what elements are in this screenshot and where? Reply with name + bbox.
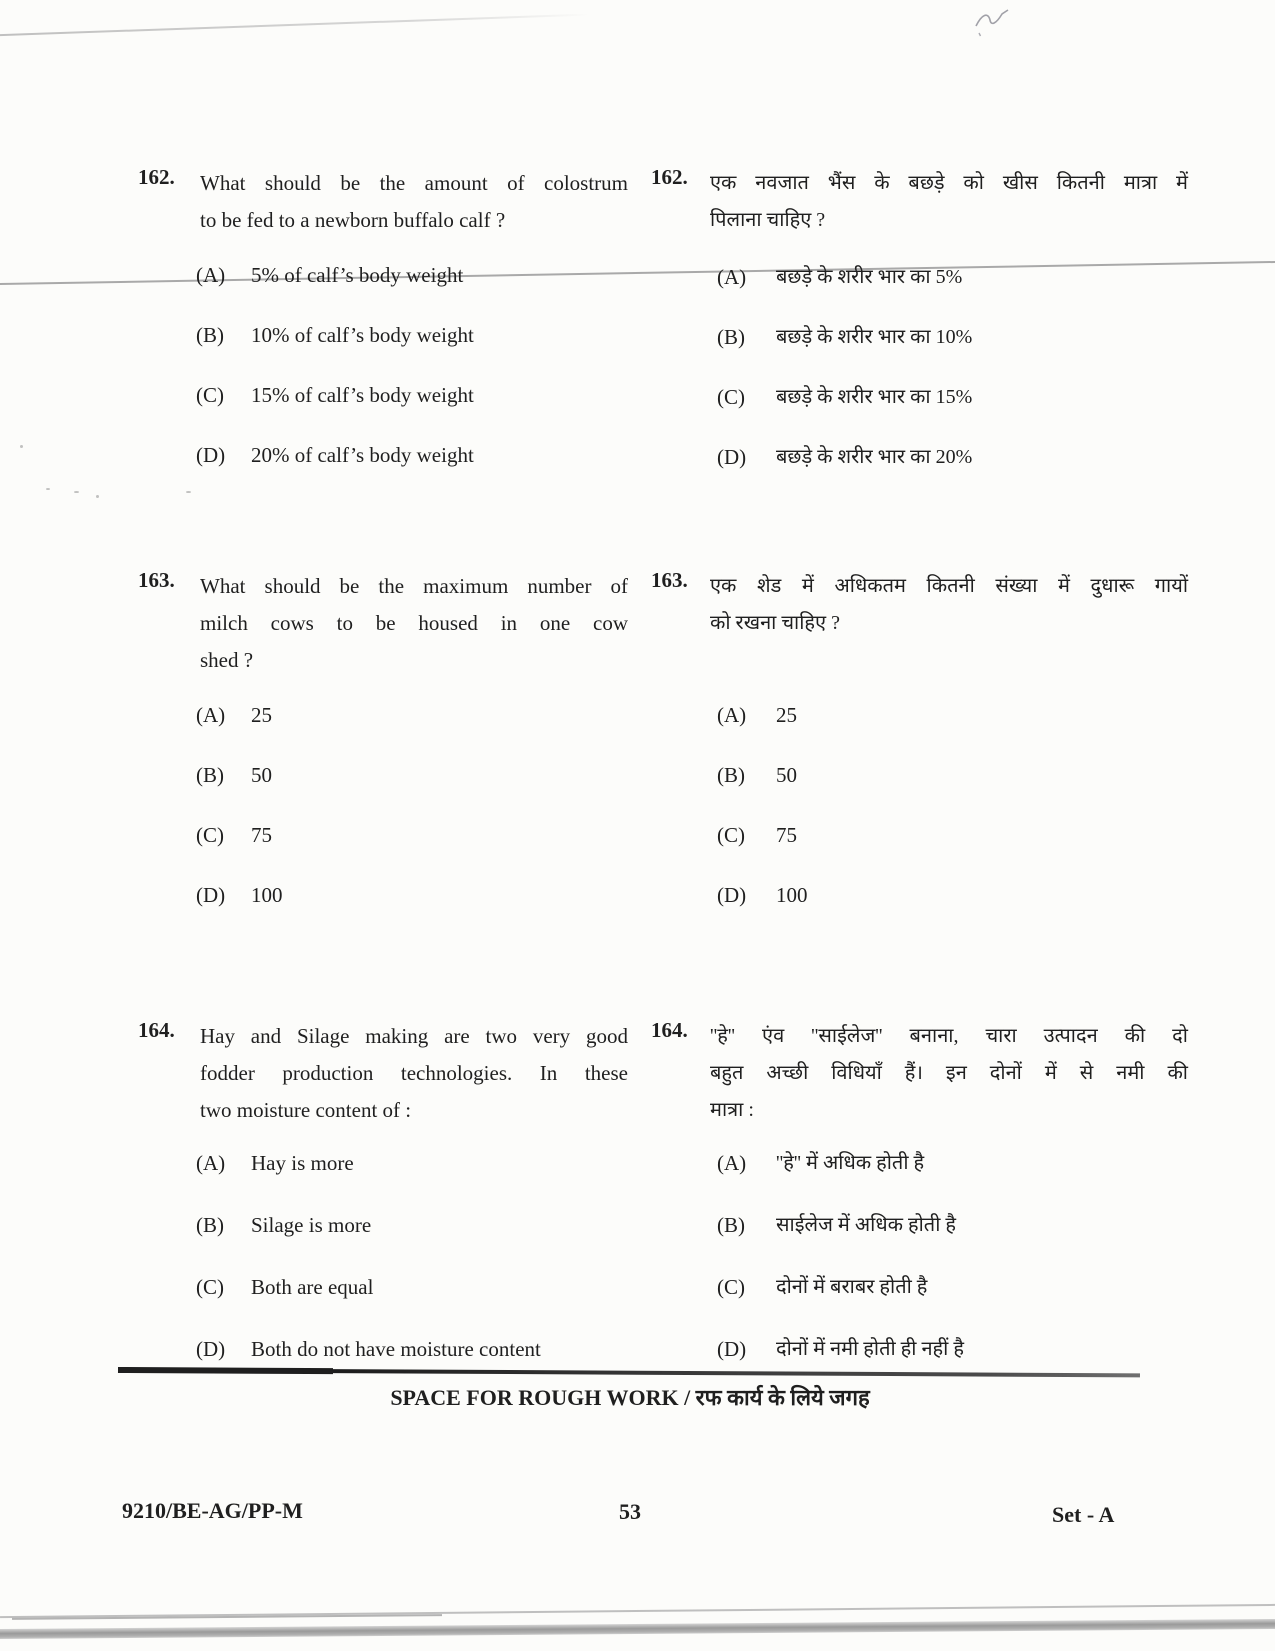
option-163-b-text-hi: 50 bbox=[776, 763, 797, 787]
option-162-a-label-hi: (A) bbox=[717, 265, 747, 289]
option-162-b-label-hi: (B) bbox=[717, 325, 745, 349]
scan-speck-4 bbox=[186, 491, 191, 493]
option-162-c-label-hi: (C) bbox=[717, 385, 745, 409]
option-162-c-label-en: (C) bbox=[196, 383, 224, 407]
question-162-number-hi: 162. bbox=[651, 165, 688, 189]
question-164-text-hi-line2: बहुत अच्छी विधियाँ हैं। इन दोनों में से नमी की bbox=[710, 1062, 1188, 1084]
question-163-text-en-line2: milch cows to be housed in one cow bbox=[200, 611, 628, 635]
option-162-b-text-hi: बछड़े के शरीर भार का 10% bbox=[776, 326, 973, 348]
option-164-c-label-en: (C) bbox=[196, 1275, 224, 1299]
option-163-a-label-en: (A) bbox=[196, 703, 226, 727]
option-162-c-text-en: 15% of calf’s body weight bbox=[251, 383, 474, 407]
option-164-b-text-hi: साईलेज में अधिक होती है bbox=[776, 1214, 956, 1236]
footer-paper-code: 9210/BE-AG/PP-M bbox=[122, 1498, 303, 1523]
option-162-a-label-en: (A) bbox=[196, 263, 226, 287]
footer-page-number: 53 bbox=[619, 1499, 641, 1524]
question-163-text-en-line3: shed ? bbox=[200, 648, 254, 672]
option-164-a-label-en: (A) bbox=[196, 1151, 226, 1175]
question-164-text-hi-line1: ''हे'' एंव ''साईलेज'' बनाना, चारा उत्पादन की दो bbox=[710, 1025, 1188, 1047]
pencil-scribble-mark bbox=[972, 4, 1012, 38]
question-162-text-hi-line2: पिलाना चाहिए ? bbox=[710, 209, 826, 231]
option-162-b-label-en: (B) bbox=[196, 323, 224, 347]
question-164-text-en-line1: Hay and Silage making are two very good bbox=[200, 1024, 628, 1048]
option-164-d-text-hi: दोनों में नमी होती ही नहीं है bbox=[776, 1338, 964, 1360]
question-164-text-hi-line3: मात्रा : bbox=[710, 1099, 754, 1121]
question-164-number-hi: 164. bbox=[651, 1018, 688, 1042]
option-162-d-label-en: (D) bbox=[196, 443, 226, 467]
footer-set-label: Set - A bbox=[1052, 1502, 1115, 1527]
option-162-b-text-en: 10% of calf’s body weight bbox=[251, 323, 474, 347]
option-163-d-label-hi: (D) bbox=[717, 883, 747, 907]
question-163-number-en: 163. bbox=[138, 568, 175, 592]
option-164-c-text-en: Both are equal bbox=[251, 1275, 374, 1299]
option-163-b-label-en: (B) bbox=[196, 763, 224, 787]
scan-line-middle bbox=[0, 261, 1275, 285]
rough-work-heading: SPACE FOR ROUGH WORK / रफ कार्य के लिये जगह bbox=[390, 1385, 870, 1410]
option-163-b-label-hi: (B) bbox=[717, 763, 745, 787]
option-164-a-text-en: Hay is more bbox=[251, 1151, 354, 1175]
scan-speck-3 bbox=[96, 495, 99, 498]
scan-speck-5 bbox=[20, 445, 23, 448]
option-162-a-text-hi: बछड़े के शरीर भार का 5% bbox=[776, 266, 963, 288]
option-164-a-label-hi: (A) bbox=[717, 1151, 747, 1175]
option-164-d-label-en: (D) bbox=[196, 1337, 226, 1361]
scan-band-bottom bbox=[0, 1619, 1275, 1639]
option-163-c-text-hi: 75 bbox=[776, 823, 797, 847]
option-162-d-text-hi: बछड़े के शरीर भार का 20% bbox=[776, 446, 973, 468]
question-163-text-en-line1: What should be the maximum number of bbox=[200, 574, 628, 598]
option-163-c-text-en: 75 bbox=[251, 823, 272, 847]
question-164-text-en-line2: fodder production technologies. In these bbox=[200, 1061, 628, 1085]
option-163-d-label-en: (D) bbox=[196, 883, 226, 907]
option-163-a-text-hi: 25 bbox=[776, 703, 797, 727]
option-164-b-text-en: Silage is more bbox=[251, 1213, 372, 1237]
question-162-text-en-line1: What should be the amount of colostrum bbox=[200, 171, 628, 195]
option-163-c-label-en: (C) bbox=[196, 823, 224, 847]
option-163-a-label-hi: (A) bbox=[717, 703, 747, 727]
question-163-number-hi: 163. bbox=[651, 568, 688, 592]
option-162-d-label-hi: (D) bbox=[717, 445, 747, 469]
option-163-b-text-en: 50 bbox=[251, 763, 272, 787]
option-164-b-label-en: (B) bbox=[196, 1213, 224, 1237]
option-162-a-text-en: 5% of calf’s body weight bbox=[251, 263, 464, 287]
question-162-text-en-line2: to be fed to a newborn buffalo calf ? bbox=[200, 208, 506, 232]
question-162-text-hi-line1: एक नवजात भैंस के बछड़े को खीस कितनी मात्रा में bbox=[710, 172, 1188, 194]
option-163-a-text-en: 25 bbox=[251, 703, 272, 727]
option-164-a-text-hi: ''हे'' में अधिक होती है bbox=[776, 1152, 925, 1174]
option-162-c-text-hi: बछड़े के शरीर भार का 15% bbox=[776, 386, 973, 408]
option-164-c-text-hi: दोनों में बराबर होती है bbox=[776, 1276, 928, 1298]
question-162-number-en: 162. bbox=[138, 165, 175, 189]
option-164-d-label-hi: (D) bbox=[717, 1337, 747, 1361]
option-163-c-label-hi: (C) bbox=[717, 823, 745, 847]
option-163-d-text-en: 100 bbox=[251, 883, 283, 907]
scan-speck-2 bbox=[74, 491, 79, 493]
scan-speck-1 bbox=[46, 488, 50, 490]
scan-line-top-left bbox=[0, 14, 590, 36]
option-164-d-text-en: Both do not have moisture content bbox=[251, 1337, 541, 1361]
rough-work-divider-rule-thick-tip bbox=[118, 1367, 333, 1374]
option-163-d-text-hi: 100 bbox=[776, 883, 808, 907]
option-164-b-label-hi: (B) bbox=[717, 1213, 745, 1237]
question-163-text-hi-line1: एक शेड में अधिकतम कितनी संख्या में दुधारू गायों bbox=[710, 575, 1188, 597]
option-164-c-label-hi: (C) bbox=[717, 1275, 745, 1299]
question-163-text-hi-line2: को रखना चाहिए ? bbox=[710, 612, 840, 634]
question-164-number-en: 164. bbox=[138, 1018, 175, 1042]
option-162-d-text-en: 20% of calf’s body weight bbox=[251, 443, 474, 467]
question-164-text-en-line3: two moisture content of : bbox=[200, 1098, 412, 1122]
